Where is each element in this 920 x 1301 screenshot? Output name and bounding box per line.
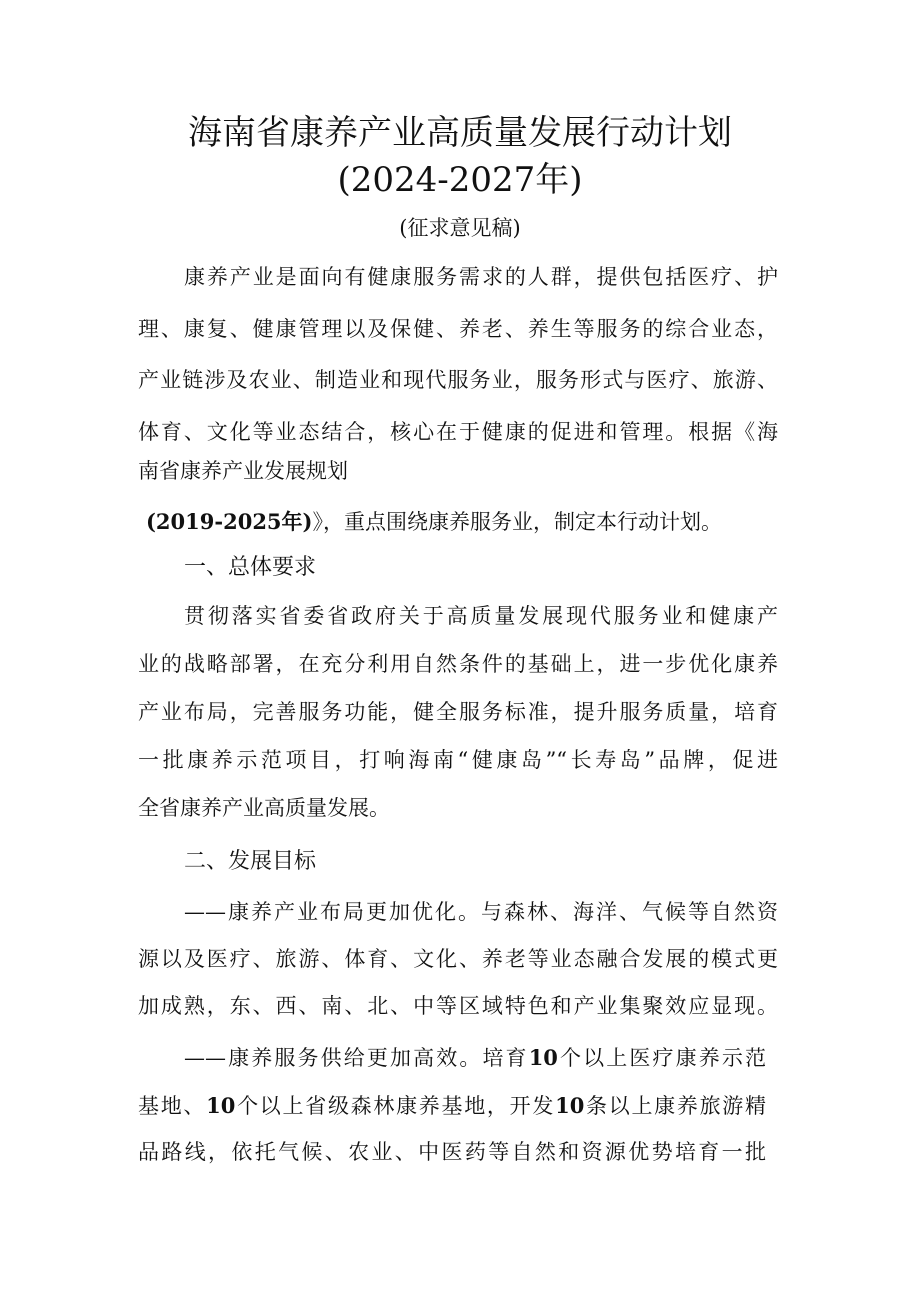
section-heading-1: 一、总体要求	[184, 555, 317, 580]
section2-item2-line-1	[184, 1047, 766, 1069]
item2-line2-text-e: 条以上康养旅游精	[584, 1094, 767, 1118]
section1-line-2: 业的战略部署，在充分利用自然条件的基础上，进一步优化康养	[138, 652, 778, 676]
document-subtitle: (征求意见稿)	[399, 216, 521, 240]
item2-count-forest-bases: 10	[206, 1093, 236, 1118]
item2-count-tour-routes: 10	[555, 1093, 585, 1118]
intro-line-5: 南省康养产业发展规划	[138, 459, 348, 483]
item2-line1-text-c: 个以上医疗康养示范	[557, 1046, 767, 1070]
item2-line1-text-a: ——康养服务供给更加高效。培育	[184, 1046, 529, 1070]
section1-line-1: 贯彻落实省委省政府关于高质量发展现代服务业和健康产	[184, 604, 778, 628]
section2-item1-line-2: 源以及医疗、旅游、体育、文化、养老等业态融合发展的模式更	[138, 947, 778, 971]
section1-line-4: 一批康养示范项目，打响海南“健康岛”“长寿岛”品牌，促进	[138, 748, 778, 772]
intro-line-6-text: 》，重点围绕康养服务业，制定本行动计划。	[312, 510, 722, 534]
item2-line2-text-a: 基地、	[138, 1094, 207, 1118]
document-title: 海南省康养产业高质量发展行动计划	[188, 113, 732, 153]
item2-count-medical-bases: 10	[528, 1045, 558, 1070]
intro-line-1: 康养产业是面向有健康服务需求的人群，提供包括医疗、护	[184, 265, 778, 289]
intro-line-2: 理、康复、健康管理以及保健、养老、养生等服务的综合业态，	[138, 317, 778, 341]
section1-line-5: 全省康养产业高质量发展。	[138, 796, 390, 820]
intro-line-6	[146, 511, 722, 533]
section2-item1-line-3: 加成熟，东、西、南、北、中等区域特色和产业集聚效应显现。	[138, 994, 778, 1018]
intro-line-3: 产业链涉及农业、制造业和现代服务业，服务形式与医疗、旅游、	[138, 368, 778, 392]
section2-item1-line-1: ——康养产业布局更加优化。与森林、海洋、气候等自然资	[184, 900, 778, 924]
item2-line2-text-c: 个以上省级森林康养基地，开发	[235, 1094, 556, 1118]
intro-line-4: 体育、文化等业态结合，核心在于健康的促进和管理。根据《海	[138, 420, 778, 444]
document-title-years: (2024-2027年)	[337, 160, 583, 200]
section2-item2-line-2	[138, 1095, 766, 1117]
section2-item2-line-3: 品路线，依托气候、农业、中医药等自然和资源优势培育一批	[138, 1140, 766, 1164]
section1-line-3: 产业布局，完善服务功能，健全服务标准，提升服务质量，培育	[138, 700, 778, 724]
plan-years: (2019-2025年)	[146, 509, 313, 534]
section-heading-2: 二、发展目标	[184, 849, 317, 874]
